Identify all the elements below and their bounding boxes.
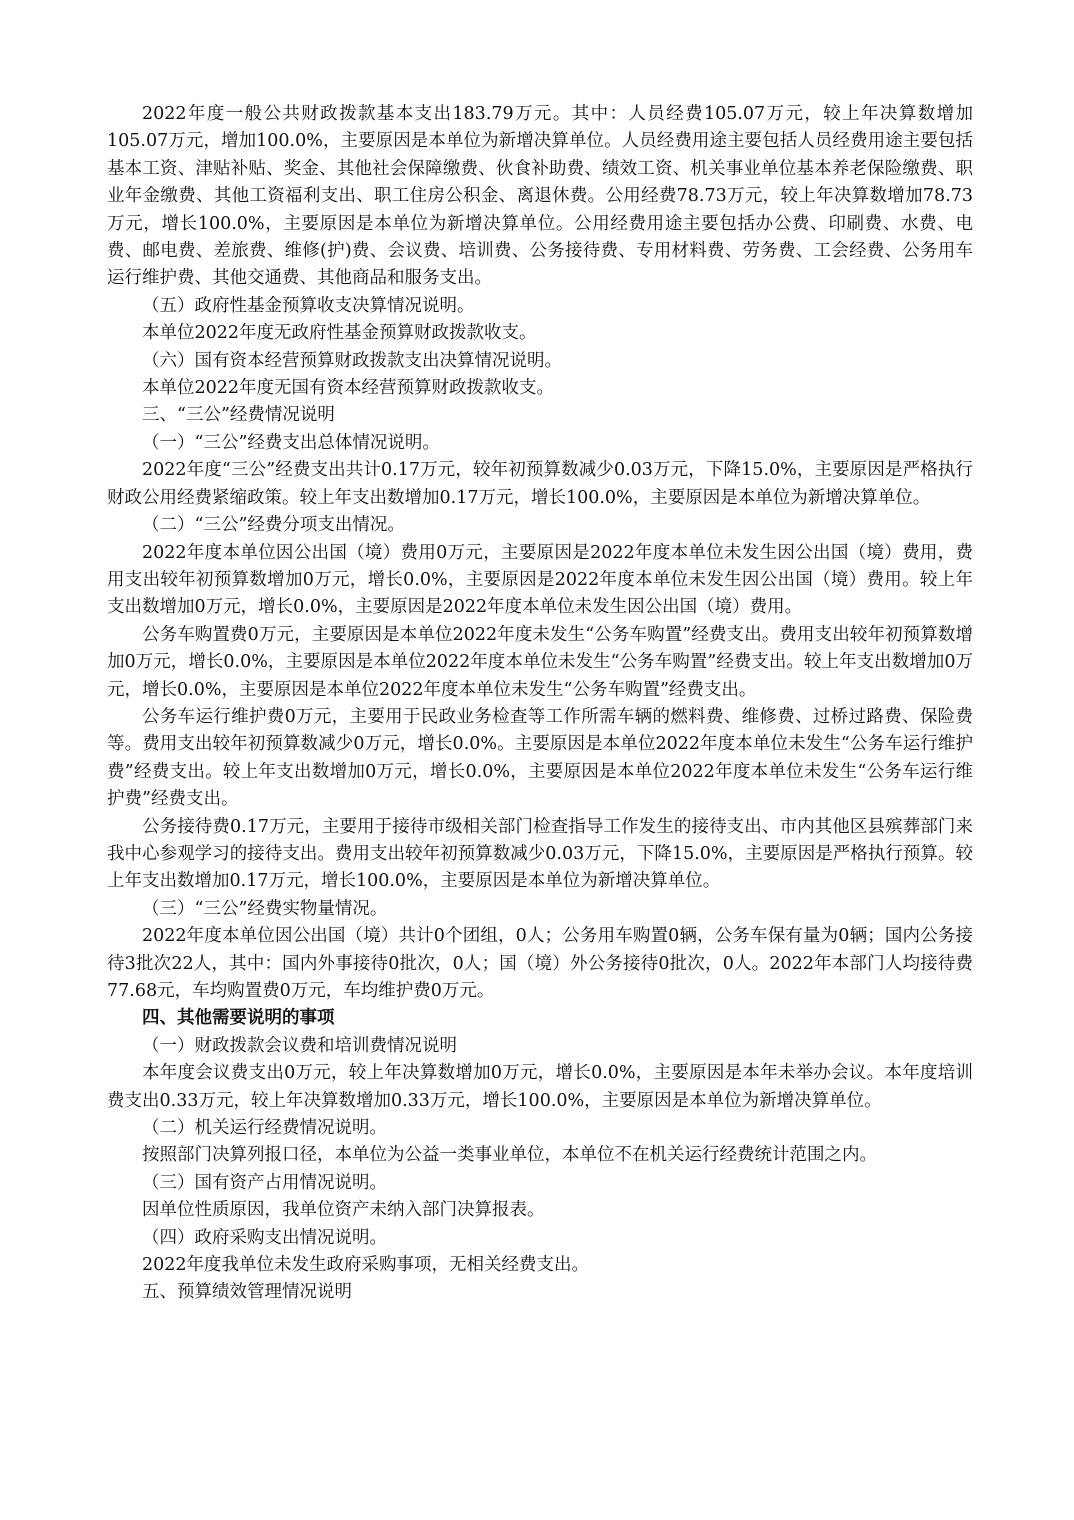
paragraph-meeting-training: 本年度会议费支出0万元，较上年决算数增加0万元，增长0.0%，主要原因是本年未举办会议。本年度培训费支出0.33万元，较上年决算数增加0.33万元，增长100.0%，主要原因是本单位为新增决算单位。 — [107, 1063, 973, 1111]
paragraph-vehicle-maintenance: 公务车运行维护费0万元，主要用于民政业务检查等工作所需车辆的燃料费、维修费、过桥过路费、保险费等。费用支出较年初预算数减少0万元，增长0.0%。主要原因是本单位2022年度本单位未发生“公务车运行维护费”经费支出。较上年支出数增加0万元，增长0.0%，主要原因是本单位2022年度本单位未发生“公务车运行维护费”经费支出。 — [107, 706, 973, 810]
paragraph-official-reception: 公务接待费0.17万元，主要用于接待市级相关部门检查指导工作发生的接待支出、市内其他区县殡葬部门来我中心参观学习的接待支出。费用支出较年初预算数减少0.03万元，下降15.0%，主要原因是严格执行预算。较上年支出数增加0.17万元，增长100.0%，主要原因是本单位为新增决算单位。 — [107, 816, 973, 892]
paragraph-agency-operation: 按照部门决算列报口径，本单位为公益一类事业单位，本单位不在机关运行经费统计范围之内。 — [142, 1145, 877, 1166]
paragraph-three-public-physical: 2022年度本单位因公出国（境）共计0个团组，0人；公务用车购置0辆，公务车保有量为0辆；国内公务接待3批次22人，其中：国内外事接待0批次，0人；国（境）外公务接待0批次，0人。2022年本部门人均接待费77.68元，车均购置费0万元，车均维护费0万元。 — [107, 926, 973, 1001]
paragraph-overseas-travel: 2022年度本单位因公出国（境）费用0万元，主要原因是2022年度本单位未发生因公出国（境）费用，费用支出较年初预算数增加0万元，增长0.0%，主要原因是2022年度本单位未发生因公出国（境）费用。较上年支出数增加0万元，增长0.0%，主要原因是2022年度本单位未发生因公出国（境）费用。 — [107, 542, 973, 618]
subheading-three-public-overall: （一）“三公”经费支出总体情况说明。 — [142, 432, 440, 453]
subheading-three-public-physical: （三）“三公”经费实物量情况。 — [142, 898, 388, 919]
subheading-government-fund: （五）政府性基金预算收支决算情况说明。 — [142, 295, 475, 316]
subheading-state-capital: （六）国有资本经营预算财政拨款支出决算情况说明。 — [142, 350, 562, 371]
subheading-procurement: （四）政府采购支出情况说明。 — [142, 1227, 387, 1248]
subheading-state-assets: （三）国有资产占用情况说明。 — [142, 1172, 387, 1193]
paragraph-state-capital: 本单位2022年度无国有资本经营预算财政拨款收支。 — [142, 378, 555, 399]
paragraph-three-public-overall: 2022年度“三公”经费支出共计0.17万元，较年初预算数减少0.03万元，下降15.0%，主要原因是严格执行财政公用经费紧缩政策。较上年支出数增加0.17万元，增长100.0%，主要原因是本单位为新增决算单位。 — [107, 460, 973, 508]
subheading-meeting-training: （一）财政拨款会议费和培训费情况说明 — [142, 1035, 457, 1056]
paragraph-state-assets: 因单位性质原因，我单位资产未纳入部门决算报表。 — [142, 1200, 545, 1221]
section-heading-performance: 五、预算绩效管理情况说明 — [142, 1282, 352, 1303]
document-body — [107, 101, 973, 1307]
section-heading-three-public: 三、“三公”经费情况说明 — [142, 405, 335, 426]
subheading-agency-operation: （二）机关运行经费情况说明。 — [142, 1118, 387, 1139]
subheading-three-public-items: （二）“三公”经费分项支出情况。 — [142, 515, 405, 536]
paragraph-general-budget-expenditure: 2022年度一般公共财政拨款基本支出183.79万元。其中：人员经费105.07万元，较上年决算数增加105.07万元，增加100.0%，主要原因是本单位为新增决算单位。人员经费用途主要包括人员经费用途主要包括基本工资、津贴补贴、奖金、其他社会保障缴费、伙食补助费、绩效工资、机关事业单位基本养老保险缴费、职业年金缴费、其他工资福利支出、职工住房公积金、离退休费。公用经费78.73万元，较上年决算数增加78.73万元，增长100.0%，主要原因是本单位为新增决算单位。公用经费用途主要包括办公费、印刷费、水费、电费、邮电费、差旅费、维修(护)费、会议费、培训费、公务接待费、专用材料费、劳务费、工会经费、公务用车运行维护费、其他交通费、其他商品和服务支出。 — [107, 104, 973, 289]
paragraph-vehicle-purchase: 公务车购置费0万元，主要原因是本单位2022年度未发生“公务车购置”经费支出。费用支出较年初预算数增加0万元，增长0.0%，主要原因是本单位2022年度本单位未发生“公务车购置”经费支出。较上年支出数增加0万元，增长0.0%，主要原因是本单位2022年度本单位未发生“公务车购置”经费支出。 — [107, 624, 973, 700]
paragraph-procurement: 2022年度我单位未发生政府采购事项，无相关经费支出。 — [142, 1255, 590, 1276]
paragraph-government-fund: 本单位2022年度无政府性基金预算财政拨款收支。 — [142, 323, 537, 344]
section-heading-other-matters: 四、其他需要说明的事项 — [142, 1008, 335, 1029]
